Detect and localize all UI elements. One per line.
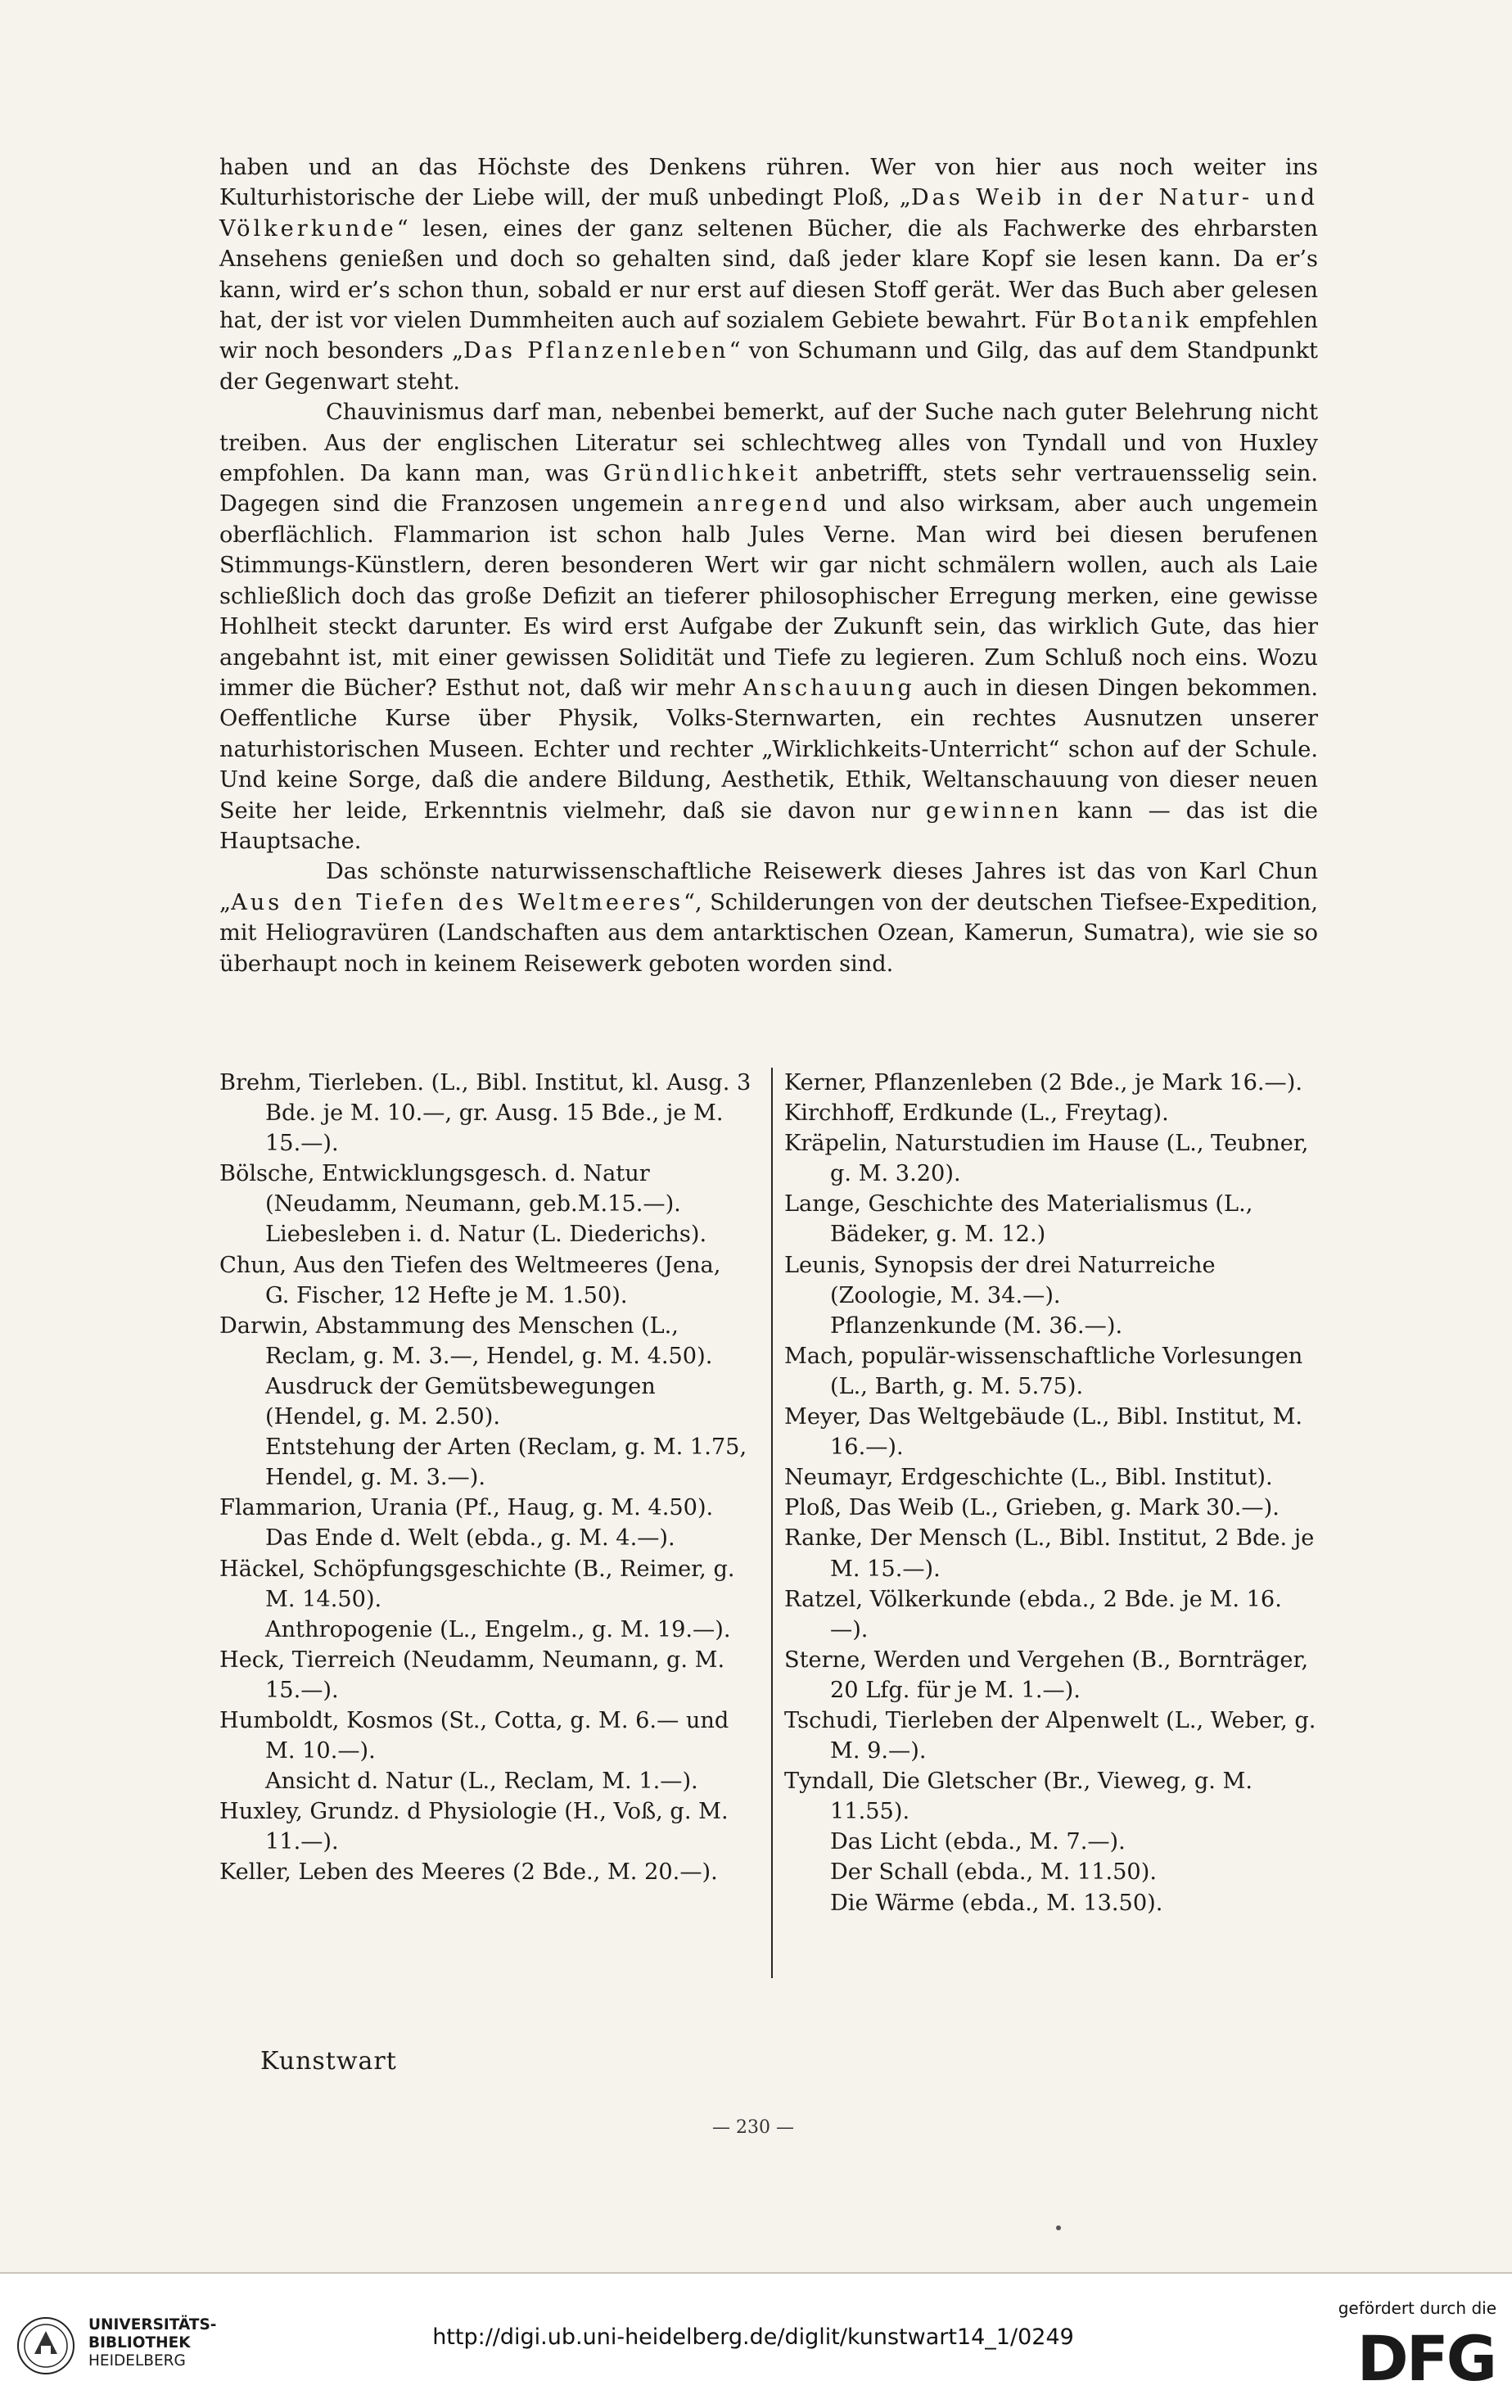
text-run: Das schönste naturwissenschaftliche Reisewerk dieses Jahres ist das von Karl Chun „ xyxy=(219,859,1318,915)
bibliography-entry: Ploß, Das Weib (L., Grieben, g. Mark 30.—). xyxy=(784,1495,1280,1521)
bibliography-entry: Kerner, Pflanzenleben (2 Bde., je Mark 16.—). xyxy=(784,1070,1302,1096)
text-run: “ von Schumann und Gilg, das auf dem Standpunkt der Gegenwart steht. xyxy=(219,338,1318,395)
bibliography-entry: Humboldt, Kosmos (St., Cotta, g. M. 6.— und M. 10.—). xyxy=(219,1707,729,1764)
bibliography-entry: Kirchhoff, Erdkunde (L., Freytag). xyxy=(784,1100,1169,1127)
bibliography-entry: Mach, populär-wissenschaftliche Vorlesungen (L., Barth, g. M. 5.75). xyxy=(784,1343,1303,1399)
emphasized-text: Aus den Tiefen des Weltmeeres xyxy=(231,889,684,915)
institution-line-2: BIBLIOTHEK xyxy=(88,2334,191,2352)
bibliography-entry: Anthropogenie (L., Engelm., g. M. 19.—). xyxy=(265,1616,731,1642)
bibliography-entry: Sterne, Werden und Vergehen (B., Bornträger, 20 Lfg. für je M. 1.—). xyxy=(784,1647,1309,1703)
paragraph-3 xyxy=(219,856,1318,979)
bibliography-entry: Pflanzenkunde (M. 36.—). xyxy=(830,1312,1123,1339)
text-run: “, Schilderungen von der deutschen Tiefsee-Expedition, mit Heliogravüren (Landschaften aus dem antarktischen Ozean, Kamerun, Sumatra), wie sie so überhaupt noch in keinem Reisewerk geboten worden sind. xyxy=(219,889,1318,977)
bibliography-right-column xyxy=(784,1068,1316,1918)
bibliography-entry: Ausdruck der Gemütsbewegungen (Hendel, g. M. 2.50). xyxy=(265,1373,656,1430)
bibliography-left-column xyxy=(219,1068,751,1888)
bibliography-entry: Ranke, Der Mensch (L., Bibl. Institut, 2 Bde. je M. 15.—). xyxy=(784,1525,1315,1582)
institution-line-1: UNIVERSITÄTS- xyxy=(88,2316,217,2333)
funded-by-label: gefördert durch die xyxy=(1338,2298,1496,2318)
bibliography-entry: Neumayr, Erdgeschichte (L., Bibl. Institut). xyxy=(784,1465,1273,1491)
text-run: kann — das ist die Hauptsache. xyxy=(219,797,1318,854)
text-run: haben und an das Höchste des Denkens rühren. Wer von hier aus noch weiter ins Kulturhistorische der Liebe will, der muß unbedingt Ploß, „ xyxy=(219,155,1318,211)
bibliography-entry: Huxley, Grundz. d Physiologie (H., Voß, g. M. 11.—). xyxy=(219,1799,729,1855)
bibliography-entry: Keller, Leben des Meeres (2 Bde., M. 20.—). xyxy=(219,1859,718,1886)
column-divider xyxy=(771,1068,773,1978)
institution-line-3: HEIDELBERG xyxy=(88,2352,186,2370)
page-number: — 230 — xyxy=(712,2117,794,2138)
dfg-logo xyxy=(1326,2324,1496,2387)
emphasized-text: Das Pflanzenleben xyxy=(463,338,729,364)
bibliography-entry: Meyer, Das Weltgebäude (L., Bibl. Institut, M. 16.—). xyxy=(784,1404,1303,1461)
bibliography xyxy=(219,1068,1318,1981)
source-url[interactable]: http://digi.ub.uni-heidelberg.de/diglit/kunstwart14_1/0249 xyxy=(432,2324,1074,2350)
bibliography-entry: Das Ende d. Welt (ebda., g. M. 4.—). xyxy=(265,1525,675,1552)
text-run: empfehlen wir noch besonders „ xyxy=(219,308,1318,364)
bibliography-entry: Bölsche, Entwicklungsgesch. d. Natur (Neudamm, Neumann, geb.M.15.—). xyxy=(219,1161,681,1218)
emphasized-text: Das Weib in der Natur- und Völkerkunde xyxy=(219,185,1318,242)
bibliography-entry: Ratzel, Völkerkunde (ebda., 2 Bde. je M. 16.—). xyxy=(784,1586,1282,1642)
bibliography-entry: Chun, Aus den Tiefen des Weltmeeres (Jena, G. Fischer, 12 Hefte je M. 1.50). xyxy=(219,1252,721,1308)
svg-text:DFG: DFG xyxy=(1356,2324,1495,2387)
text-run: anbetrifft, stets sehr vertrauensselig sein. Dagegen sind die Franzosen ungemein xyxy=(219,461,1318,517)
bibliography-entry: Flammarion, Urania (Pf., Haug, g. M. 4.50). xyxy=(219,1495,714,1521)
bibliography-entry: Entstehung der Arten (Reclam, g. M. 1.75, Hendel, g. M. 3.—). xyxy=(265,1434,747,1491)
bibliography-entry: Ansicht d. Natur (L., Reclam, M. 1.—). xyxy=(265,1769,698,1795)
paragraph-1 xyxy=(219,152,1318,397)
bibliography-entry: Lange, Geschichte des Materialismus (L., Bädeker, g. M. 12.) xyxy=(784,1191,1253,1248)
bibliography-entry: Darwin, Abstammung des Menschen (L., Reclam, g. M. 3.—, Hendel, g. M. 4.50). xyxy=(219,1312,713,1369)
emphasized-text: Botanik xyxy=(1081,308,1192,334)
bibliography-entry: Brehm, Tierleben. (L., Bibl. Institut, kl. Ausg. 3 Bde. je M. 10.—, gr. Ausg. 15 Bde., je M. 15.—). xyxy=(219,1070,751,1157)
bibliography-entry: Das Licht (ebda., M. 7.—). xyxy=(830,1829,1126,1855)
text-run: “ lesen, eines der ganz seltenen Bücher, die als Fachwerke des ehrbarsten Ansehens genießen und doch so gehalten sind, daß jeder klare Kopf sie lesen kann. Da er’s kann, wird er’s schon thun, sobald er nur erst auf diesen Stoff gerät. Wer das Buch aber gelesen hat, der ist vor vielen Dummheiten auch auf sozialem Gebiete bewahrt. Für xyxy=(219,215,1318,334)
digitization-footer xyxy=(0,2272,1512,2408)
institution-name xyxy=(88,2316,216,2370)
bibliography-entry: Tyndall, Die Gletscher (Br., Vieweg, g. M. 11.55). xyxy=(784,1769,1253,1825)
bibliography-entry: Häckel, Schöpfungsgeschichte (B., Reimer, g. M. 14.50). xyxy=(219,1556,735,1612)
text-run: Chauvinismus darf man, nebenbei bemerkt, auf der Suche nach guter Belehrung nicht treiben. Aus der englischen Literatur sei schlechtweg alles von Tyndall und von Huxley empfohlen. Da kann man, was xyxy=(219,400,1318,487)
scan-speck xyxy=(1056,2225,1061,2230)
text-run: auch in diesen Dingen bekommen. Oeffentliche Kurse über Physik, Volks-Sternwarten, ein rechtes Ausnutzen unserer naturhistorischen Museen. Echter und rechter „Wirklichkeits-Unterricht“ schon auf der Schule. Und keine Sorge, daß die andere Bildung, Aesthetik, Ethik, Weltanschauung von dieser neuen Seite her leide, Erkenntnis vielmehr, daß sie davon nur xyxy=(219,675,1318,824)
bibliography-entry: Liebesleben i. d. Natur (L. Diederichs). xyxy=(265,1222,707,1248)
emphasized-text: Gründlichkeit xyxy=(603,461,801,487)
bibliography-entry: Kräpelin, Naturstudien im Hause (L., Teubner, g. M. 3.20). xyxy=(784,1131,1309,1187)
running-title: Kunstwart xyxy=(260,2047,397,2076)
university-seal-icon xyxy=(16,2316,75,2375)
emphasized-text: anregend xyxy=(696,491,831,517)
bibliography-entry: Die Wärme (ebda., M. 13.50). xyxy=(830,1890,1163,1916)
text-run: und also wirksam, aber auch ungemein oberflächlich. Flammarion ist schon halb Jules Verne. Man wird bei diesen berufenen Stimmungs-Künstlern, deren besonderen Wert wir gar nicht schmälern wollen, auch als Laie schließlich doch das große Defizit an tieferer philosophischer Erregung merken, eine gewisse Hohlheit steckt darunter. Es wird erst Aufgabe der Zukunft sein, das wirklich Gute, das hier angebahnt ist, mit einer gewissen Solidität und Tiefe zu legieren. Zum Schluß noch eins. Wozu immer die Bücher? Esthut not, daß wir mehr xyxy=(219,491,1318,701)
emphasized-text: Anschauung xyxy=(742,675,915,701)
bibliography-entry: Tschudi, Tierleben der Alpenwelt (L., Weber, g. M. 9.—). xyxy=(784,1707,1316,1764)
body-text xyxy=(219,152,1318,979)
bibliography-entry: Leunis, Synopsis der drei Naturreiche (Zoologie, M. 34.—). xyxy=(784,1252,1216,1308)
paragraph-2 xyxy=(219,397,1318,856)
emphasized-text: gewinnen xyxy=(925,797,1063,824)
bibliography-entry: Heck, Tierreich (Neudamm, Neumann, g. M. 15.—). xyxy=(219,1647,725,1703)
bibliography-entry: Der Schall (ebda., M. 11.50). xyxy=(830,1859,1157,1886)
